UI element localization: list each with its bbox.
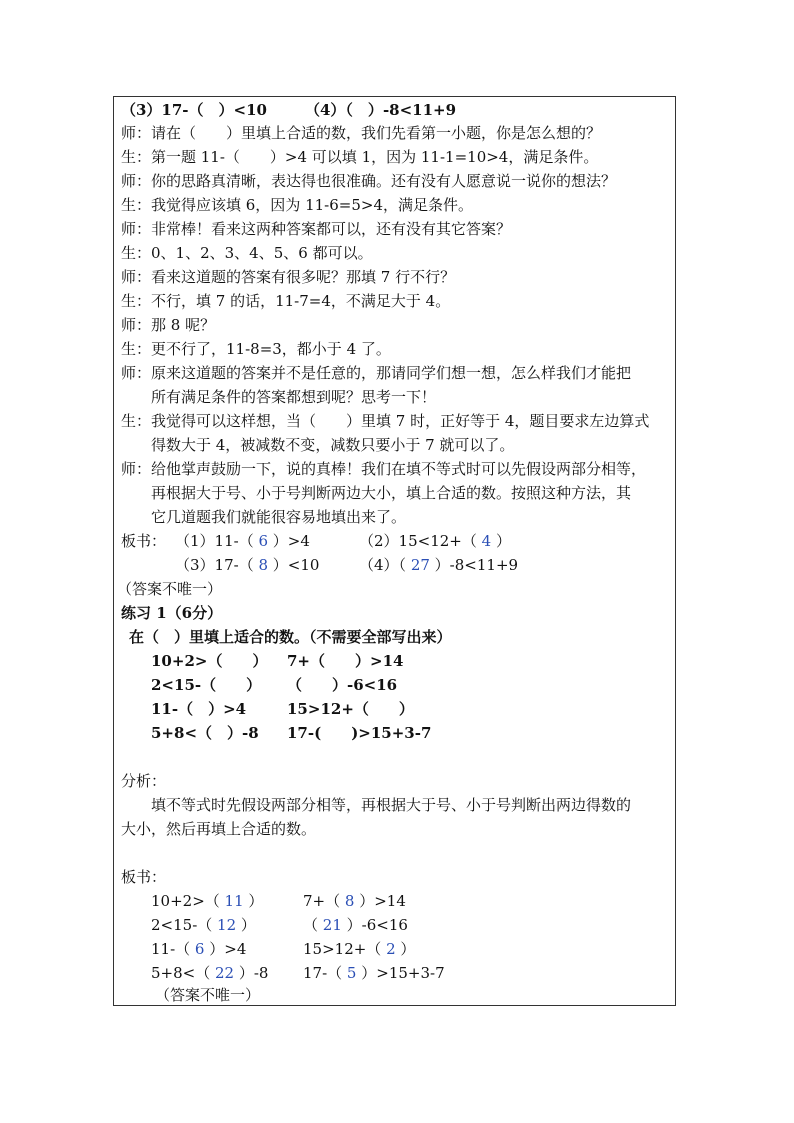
board-answer: 15>12+（ 2 ） [303,940,416,958]
dialogue-line: 生：更不行了，11-8=3，都小于 4 了。 [121,340,391,358]
dialogue-line: 师：原来这道题的答案并不是任意的，那请同学们想一想，怎么样我们才能把 [121,364,632,382]
board-answer: 2<15-（ 12 ） [151,916,256,934]
analysis-label: 分析： [121,772,167,790]
dialogue-line: 师：那 8 呢？ [121,316,216,334]
exercise-item: 5+8<（ ）-8 [151,724,259,742]
dialogue-line: 师：你的思路真清晰，表达得也很准确。还有没有人愿意说一说你的想法？ [121,172,617,190]
dialogue-line: 生：第一题 11-（ ）>4 可以填 1，因为 11-1=10>4，满足条件。 [121,148,599,166]
dialogue-line: 生：0、1、2、3、4、5、6 都可以。 [121,244,373,262]
board-answer-3: （3）17-（ 8 ）<10 [175,556,320,574]
board-answer: 10+2>（ 11 ） [151,892,264,910]
board-answer-4: （4）（ 27 ）-8<11+9 [359,556,519,574]
exercise-item: 2<15-（ ） [151,676,262,694]
board-answer: 17-（ 5 ）>15+3-7 [303,964,445,982]
exercise-item: 10+2>（ ） [151,652,268,670]
board-note: （答案不唯一） [155,986,261,1004]
board-note: （答案不唯一） [117,580,223,598]
analysis-text: 填不等式时先假设两部分相等，再根据大于号、小于号判断出两边得数的 [151,796,632,814]
exercise-item: 15>12+（ ） [287,700,414,718]
dialogue-line: 师：看来这道题的答案有很多呢？那填 7 行不行？ [121,268,456,286]
board-answer: 7+（ 8 ）>14 [303,892,406,910]
dialogue-line: 生：不行，填 7 的话，11-7=4，不满足大于 4。 [121,292,451,310]
board-label: 板书： [121,868,167,886]
dialogue-line: 它几道题我们就能很容易地填出来了。 [151,508,407,526]
exercise-title: 练习 1（6分） [121,604,223,622]
dialogue-line: 师：请在（ ）里填上合适的数，我们先看第一小题，你是怎么想的？ [121,124,602,142]
dialogue-line: 师：给他掌声鼓励一下，说的真棒！我们在填不等式时可以先假设两部分相等， [121,460,647,478]
exercise-item: 7+（ ）>14 [287,652,404,670]
dialogue-line: 生：我觉得应该填 6，因为 11-6=5>4，满足条件。 [121,196,474,214]
answer-value: 5 [342,964,362,982]
board-label: 板书： [121,532,167,550]
dialogue-line: 师：非常棒！看来这两种答案都可以，还有没有其它答案？ [121,220,512,238]
exercise-item: 17-( )>15+3-7 [287,724,432,742]
board-answer: （ 21 ）-6<16 [303,916,408,934]
answer-value: 11 [219,892,249,910]
answer-value: 21 [318,916,347,934]
problem-3: （3）17-（ ）<10 [121,101,267,119]
answer-value: 12 [212,916,241,934]
answer-value: 4 [476,532,496,550]
exercise-item: 11-（ ）>4 [151,700,247,718]
board-answer: 11-（ 6 ）>4 [151,940,247,958]
board-answer: 5+8<（ 22 ）-8 [151,964,269,982]
answer-value: 27 [406,556,435,574]
analysis-text: 大小，然后再填上合适的数。 [121,820,317,838]
exercise-instruction: 在（ ）里填上适合的数。（不需要全部写出来） [129,628,452,646]
answer-value: 8 [340,892,360,910]
answer-value: 2 [381,940,401,958]
answer-value: 6 [190,940,210,958]
problem-4: （4）（ ）-8<11+9 [305,101,457,119]
board-answer-1: （1）11-（ 6 ）>4 [175,532,310,550]
dialogue-line: 再根据大于号、小于号判断两边大小，填上合适的数。按照这种方法，其 [151,484,632,502]
answer-value: 22 [210,964,239,982]
board-answer-2: （2）15<12+（ 4 ） [359,532,511,550]
dialogue-line: 所有满足条件的答案都想到呢？思考一下！ [151,388,437,406]
dialogue-line: 得数大于 4，被减数不变，减数只要小于 7 就可以了。 [151,436,515,454]
answer-value: 6 [253,532,273,550]
answer-value: 8 [253,556,273,574]
exercise-item: （ ）-6<16 [287,676,398,694]
dialogue-line: 生：我觉得可以这样想，当（ ）里填 7 时，正好等于 4，题目要求左边算式 [121,412,650,430]
